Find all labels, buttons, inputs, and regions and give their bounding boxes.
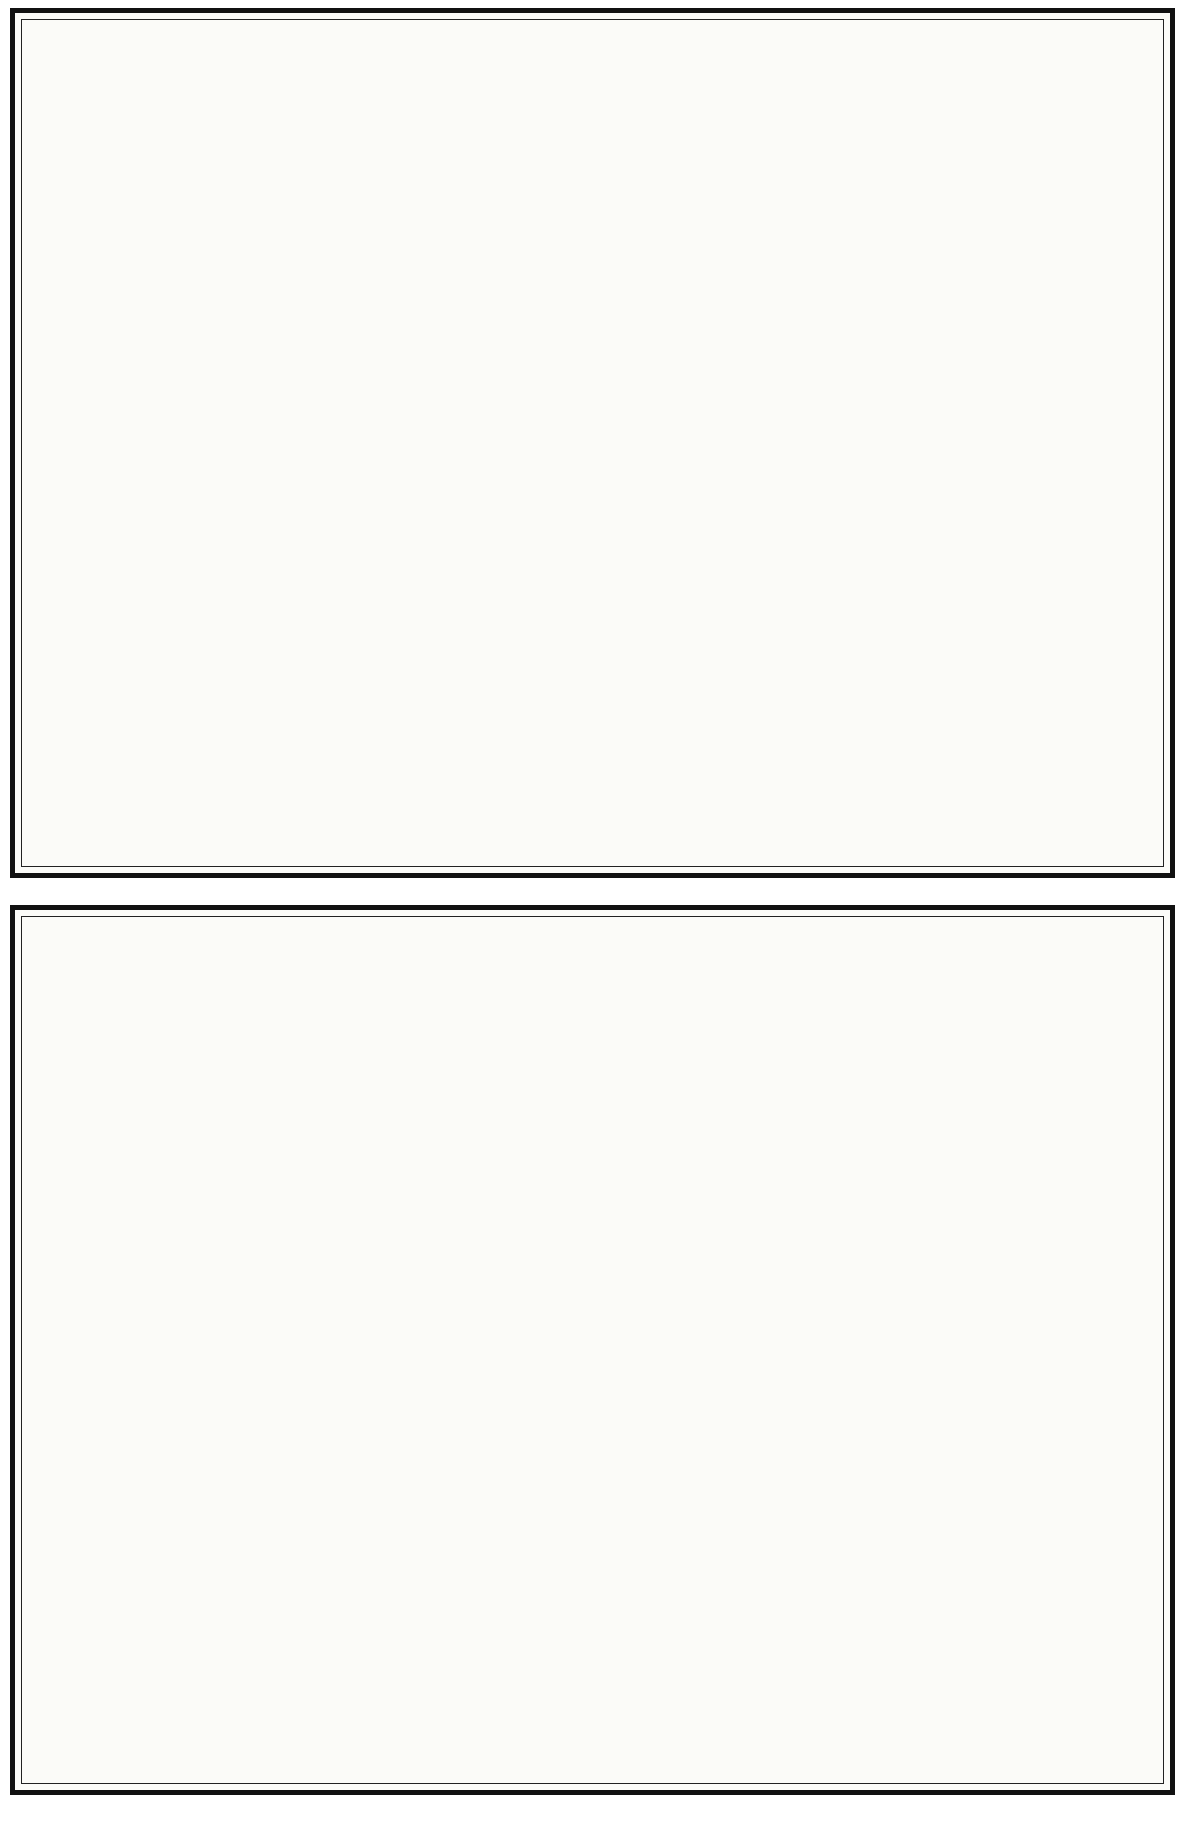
bottom-page-frame <box>10 905 1175 1795</box>
bottom-page-columns <box>21 916 1164 1784</box>
top-page-frame <box>10 8 1175 878</box>
top-page-columns <box>21 19 1164 867</box>
